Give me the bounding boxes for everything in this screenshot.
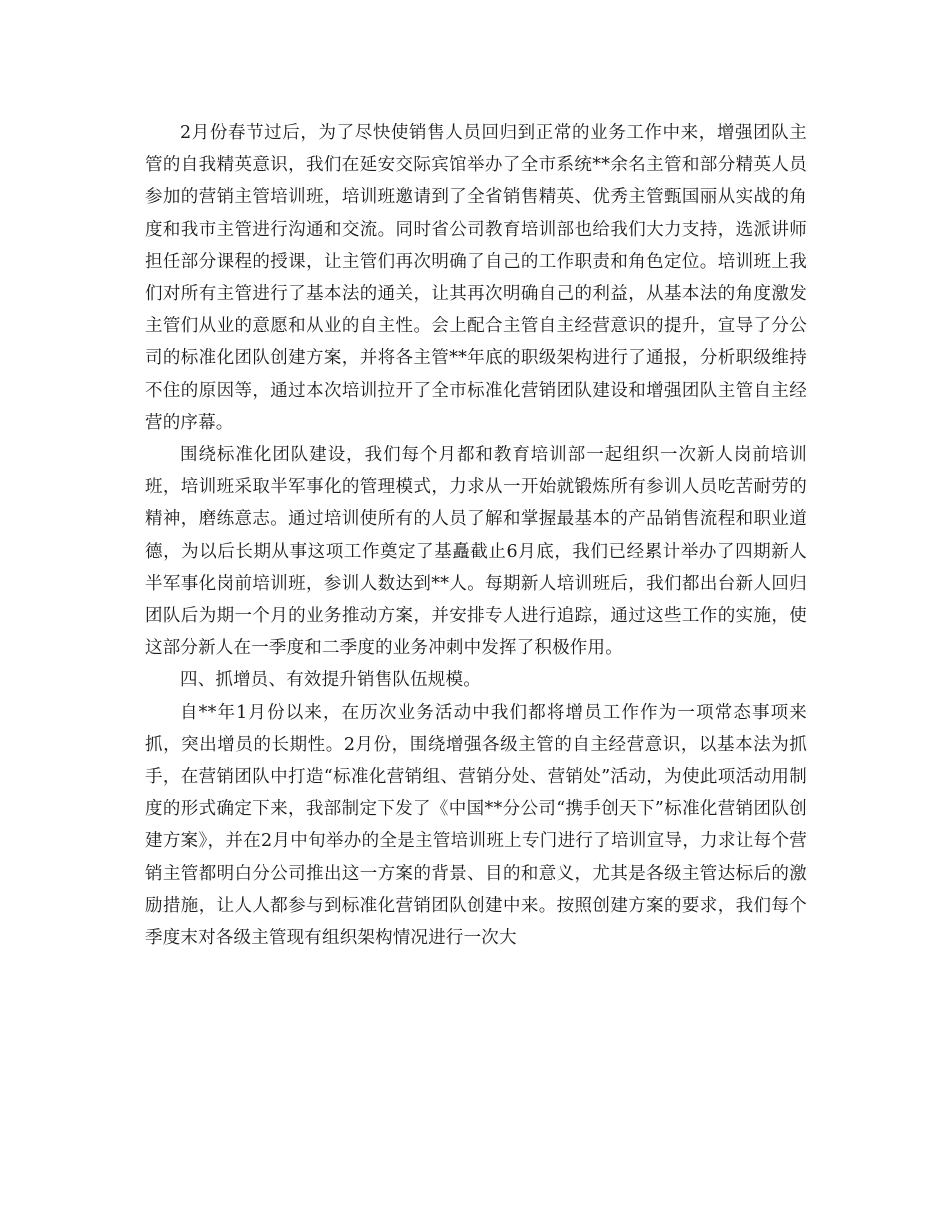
paragraph-recruitment: 自**年1月份以来，在历次业务活动中我们都将增员工作作为一项常态事项来抓，突出增员的长期性。2月份，围绕增强各级主管的自主经营意识，以基本法为抓手，在营销团队中打造“标准化营销组、营销分处、营销处”活动，为使此项活动用制度的形式确定下来，我部制定下发了《中国**分公司“携手创天下”标准化营销团队创建方案》，并在2月中旬举办的全是主管培训班上专门进行了培训宣导，力求让每个营销主管都明白分公司推出这一方案的背景、目的和意义，尤其是各级主管达标后的激励措施，让人人都参与到标准化营销团队创建中来。按照创建方案的要求，我们每个季度末对各级主管现有组织架构情况进行一次大 bbox=[145, 702, 807, 949]
document-body bbox=[145, 117, 807, 954]
paragraph-training-class: 2月份春节过后，为了尽快使销售人员回归到正常的业务工作中来，增强团队主管的自我精英意识，我们在延安交际宾馆举办了全市系统**余名主管和部分精英人员参加的营销主管培训班，培训班邀请到了全省销售精英、优秀主管甄国丽从实战的角度和我市主管进行沟通和交流。同时省公司教育培训部也给我们大力支持，选派讲师担任部分课程的授课，让主管们再次明确了自己的工作职责和角色定位。培训班上我们对所有主管进行了基本法的通关，让其再次明确自己的利益，从基本法的角度激发主管们从业的意愿和从业的自主性。会上配合主管自主经营意识的提升，宣导了分公司的标准化团队创建方案，并将各主管**年底的职级架构进行了通报，分析职级维持不住的原因等，通过本次培训拉开了全市标准化营销团队建设和增强团队主管自主经营的序幕。 bbox=[145, 123, 807, 433]
section-heading-recruitment: 四、抓增员、有效提升销售队伍规模。 bbox=[180, 670, 481, 691]
paragraph-new-hire-training: 围绕标准化团队建设，我们每个月都和教育培训部一起组织一次新人岗前培训班，培训班采取半军事化的管理模式，力求从一开始就锻炼所有参训人员吃苦耐劳的精神，磨练意志。通过培训使所有的人员了解和掌握最基本的产品销售流程和职业道德，为以后长期从事这项工作奠定了基矗截止6月底，我们已经累计举办了四期新人半军事化岗前培训班，参训人数达到**人。每期新人培训班后，我们都出台新人回归团队后为期一个月的业务推动方案，并安排专人进行追踪，通过这些工作的实施，使这部分新人在一季度和二季度的业务冲刺中发挥了积极作用。 bbox=[145, 445, 807, 659]
